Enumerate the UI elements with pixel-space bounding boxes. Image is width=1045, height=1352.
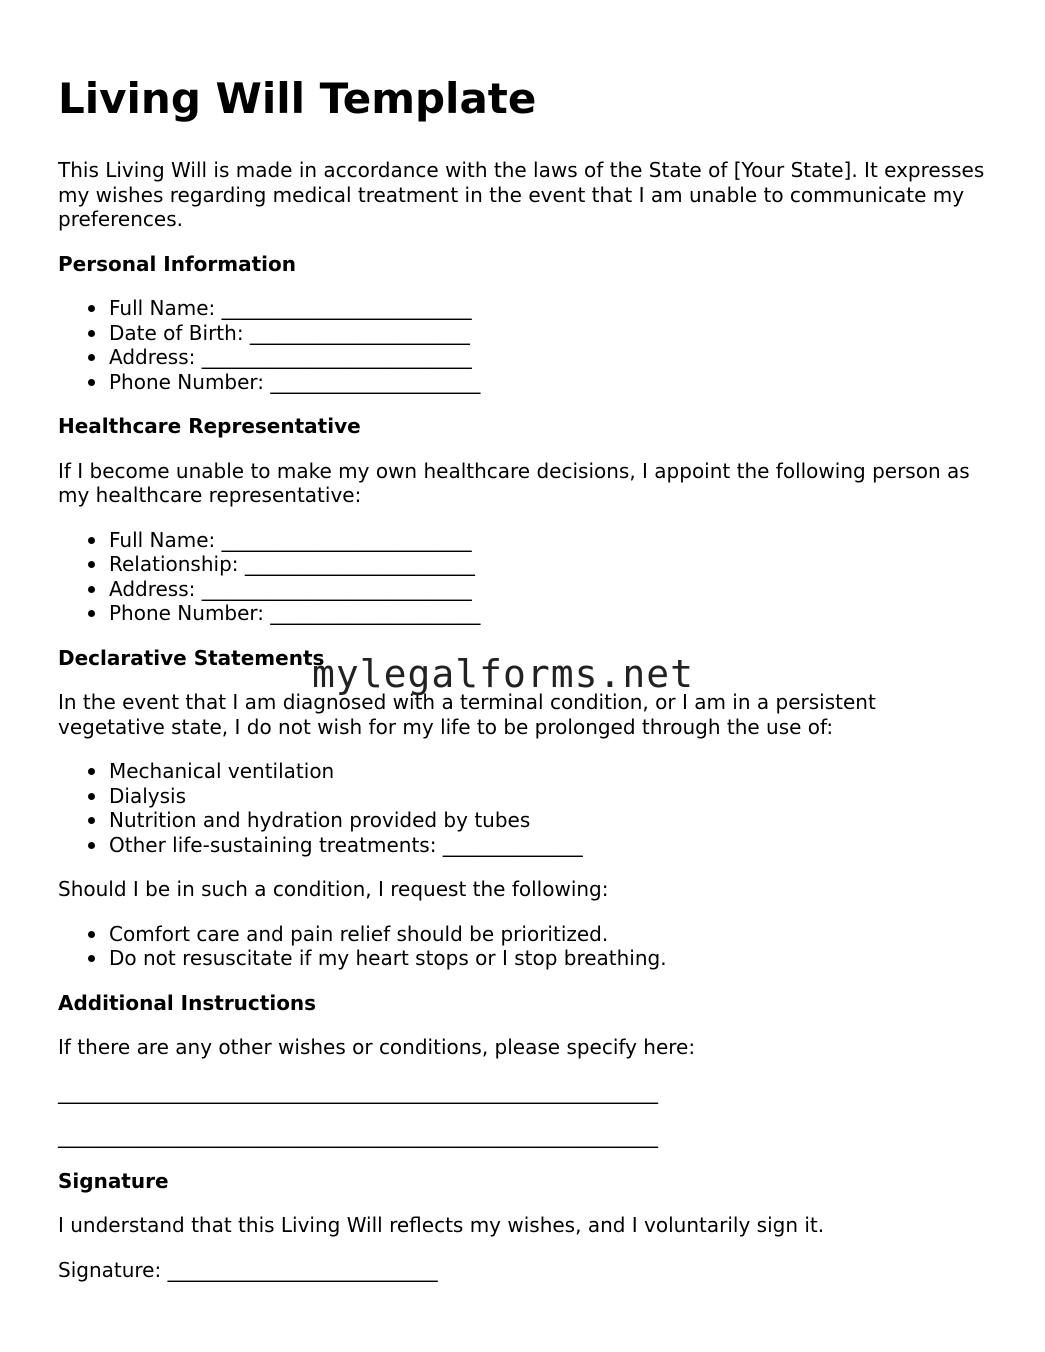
signature-line: Signature: ___________________________ bbox=[58, 1257, 438, 1282]
list-item: Mechanical ventilation bbox=[109, 759, 988, 784]
treatment-list bbox=[58, 759, 988, 857]
list-item: Address: ___________________________ bbox=[109, 345, 988, 370]
personal-info-list bbox=[58, 296, 988, 394]
blank-line-2: ____________________________________________________________ bbox=[58, 1124, 658, 1148]
request-list bbox=[58, 922, 988, 971]
declarative-heading: Declarative Statements bbox=[58, 645, 325, 670]
list-item: Comfort care and pain relief should be prioritized. bbox=[109, 922, 988, 947]
list-item: Other life-sustaining treatments: ______________ bbox=[109, 833, 988, 858]
document-page bbox=[58, 70, 988, 1302]
representative-paragraph: If I become unable to make my own healthcare decisions, I appoint the following person as my healthcare representative: bbox=[58, 458, 970, 507]
list-item: Phone Number: _____________________ bbox=[109, 370, 988, 395]
list-item: Phone Number: _____________________ bbox=[109, 601, 988, 626]
list-item: Full Name: _________________________ bbox=[109, 296, 988, 321]
additional-heading: Additional Instructions bbox=[58, 990, 317, 1015]
personal-info-heading: Personal Information bbox=[58, 251, 296, 276]
list-item: Relationship: _______________________ bbox=[109, 552, 988, 577]
document-title: Living Will Template bbox=[58, 74, 537, 123]
list-item: Address: ___________________________ bbox=[109, 577, 988, 602]
representative-list bbox=[58, 528, 988, 626]
declarative-paragraph: In the event that I am diagnosed with a terminal condition, or I am in a persistent vegetative state, I do not wish for my life to be prolonged through the use of: bbox=[58, 690, 876, 739]
blank-line-1: ____________________________________________________________ bbox=[58, 1079, 658, 1104]
list-item: Date of Birth: ______________________ bbox=[109, 321, 988, 346]
request-paragraph: Should I be in such a condition, I request the following: bbox=[58, 877, 609, 901]
additional-paragraph: If there are any other wishes or conditions, please specify here: bbox=[58, 1035, 696, 1059]
list-item: Dialysis bbox=[109, 784, 988, 809]
watermark: mylegalforms.net bbox=[312, 652, 695, 696]
signature-paragraph: I understand that this Living Will reflects my wishes, and I voluntarily sign it. bbox=[58, 1213, 825, 1237]
intro-paragraph: This Living Will is made in accordance with the laws of the State of [Your State]. It expresses my wishes regarding medical treatment in the event that I am unable to communicate my preferences. bbox=[58, 158, 985, 231]
list-item: Full Name: _________________________ bbox=[109, 528, 988, 553]
signature-heading: Signature bbox=[58, 1168, 169, 1193]
list-item: Do not resuscitate if my heart stops or I stop breathing. bbox=[109, 946, 988, 971]
list-item: Nutrition and hydration provided by tubes bbox=[109, 808, 988, 833]
representative-heading: Healthcare Representative bbox=[58, 414, 361, 438]
